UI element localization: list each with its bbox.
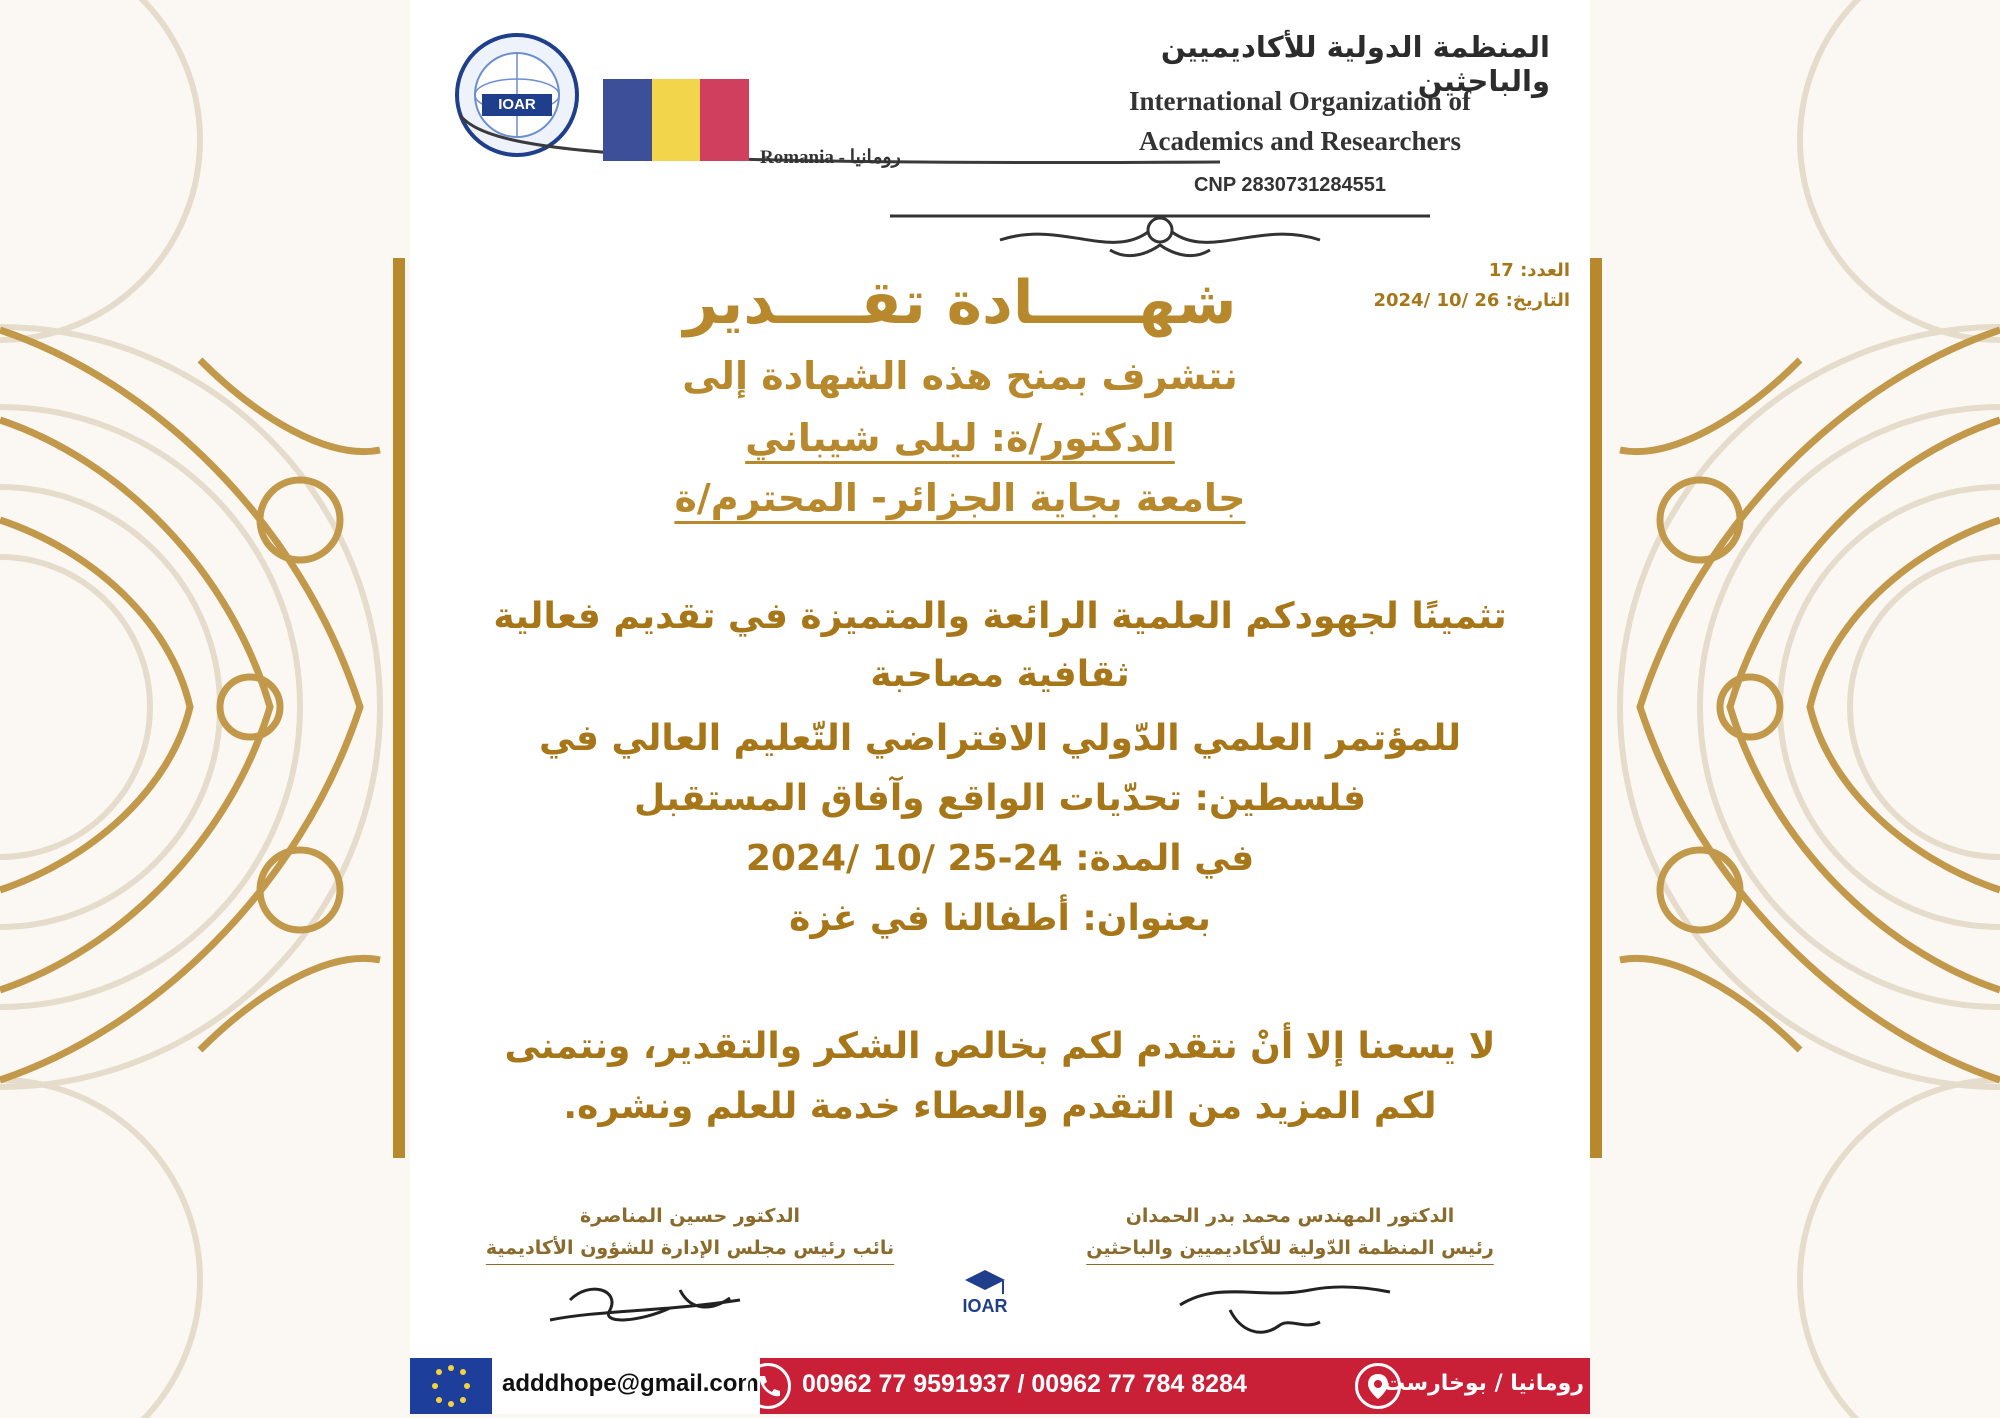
gold-border-left [393,258,405,1158]
certificate-intro: نتشرف بمنح هذه الشهادة إلى [682,354,1238,398]
closing-line-1: لا يسعنا إلا أنْ نتقدم لكم بخالص الشكر والتقدير، ونتمنى [504,1026,1496,1067]
org-name-arabic: المنظمة الدولية للأكاديميين والباحثين [1160,30,1550,98]
email-address[interactable]: adddhope@gmail.com [502,1370,759,1397]
closing-line-2: لكم المزيد من التقدم والعطاء خدمة للعلم ونشره. [563,1086,1437,1127]
org-name-english-line2: Academics and Researchers [1139,126,1461,156]
romania-flag [603,79,749,161]
signatory-right-name: الدكتور المهندس محمد بدر الحمدان [1125,1205,1455,1227]
signature-left [540,1270,760,1350]
body-line-4: فلسطين: تحدّيات الواقع وآفاق المستقبل [633,778,1367,819]
certificate-title: شهـــــادة تقــــدير [683,268,1237,338]
contact-footer [410,1358,1590,1414]
ioar-logo-label: IOAR [482,94,552,116]
gold-border-right [1590,258,1602,1158]
country-label: Romania - رومانيا [760,147,901,168]
body-line-1: تثمينًا لجهودكم العلمية الرائعة والمتميزة في تقديم فعالية [493,596,1507,637]
signatory-left-name: الدكتور حسين المناصرة [579,1205,801,1227]
signatory-right-title: رئيس المنظمة الدّولية للأكاديميين والباحثين [1086,1237,1494,1259]
mandala-left-decoration [0,0,420,1414]
body-line-2: ثقافية مصاحبة [870,654,1130,695]
phone-icon [745,1363,791,1409]
mandala-right-decoration [1580,0,2000,1414]
certificate-date: التاريخ: 26 /10 /2024 [1373,290,1570,311]
recipient-name: الدكتور/ة: ليلى شيباني [745,416,1175,460]
ornament-divider [880,200,1440,270]
recipient-affiliation: جامعة بجاية الجزائر- المحترم/ة [674,476,1246,520]
org-name-english-line1: International Organization of [1129,86,1471,116]
signatory-left-title: نائب رئيس مجلس الإدارة للشؤون الأكاديمية [485,1237,895,1259]
eu-flag-icon [410,1358,492,1414]
phone-numbers[interactable]: 00962 77 9591937 / 00962 77 784 8284 [802,1370,1247,1398]
presentation-title: بعنوان: أطفالنا في غزة [789,898,1211,939]
signature-right [1170,1270,1400,1350]
location-text: رومانيا / بوخارست [1383,1371,1584,1396]
event-period: في المدة: 24-25 /10 /2024 [745,838,1255,879]
cnp-number: CNP 2830731284551 [1193,174,1387,196]
ioar-seal-text: IOAR [962,1296,1008,1316]
certificate-number: العدد: 17 [1488,260,1570,281]
body-line-3: للمؤتمر العلمي الدّولي الافتراضي التّعليم العالي في [538,718,1462,759]
email-box [492,1358,760,1414]
